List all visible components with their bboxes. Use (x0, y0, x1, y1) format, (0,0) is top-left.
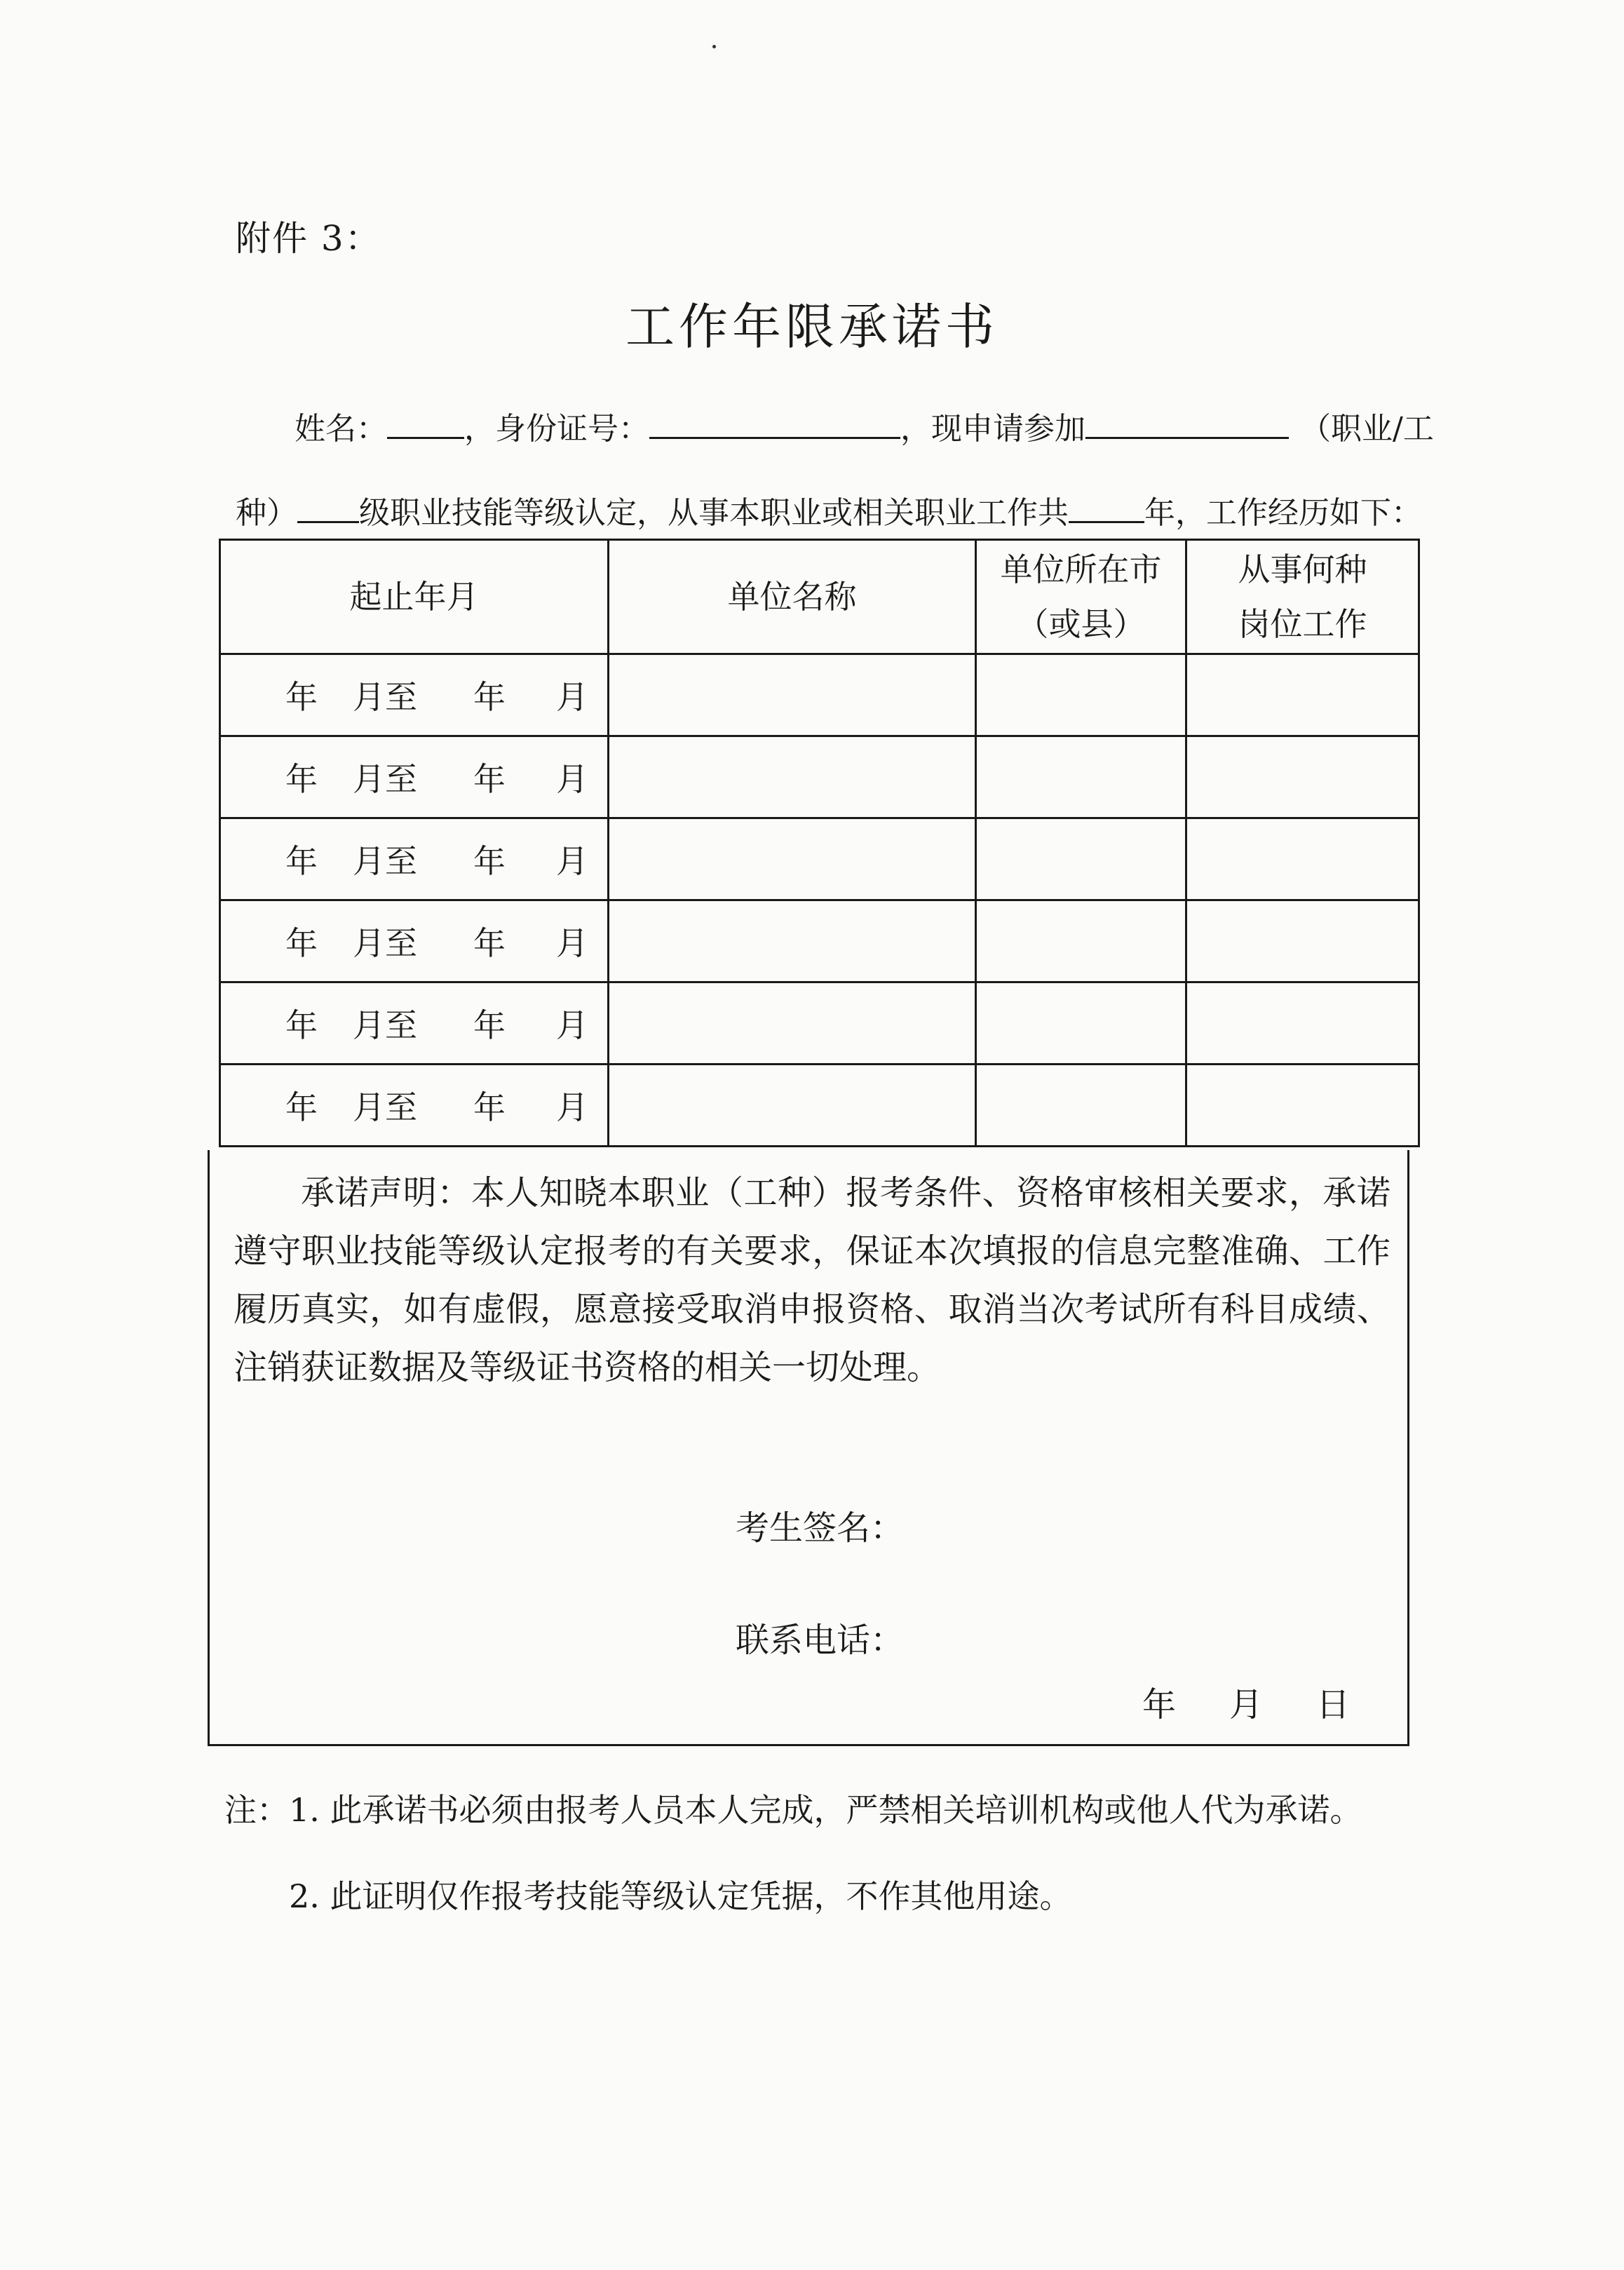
header-location: 单位所在市 （或县） (976, 540, 1186, 654)
employer-cell[interactable] (609, 982, 976, 1065)
table-row (220, 654, 1419, 736)
apply-label: ，现申请参加 (900, 411, 1085, 447)
id-label: ，身份证号： (464, 411, 649, 447)
position-cell[interactable] (1186, 900, 1419, 982)
date-day: 日 (1316, 1685, 1351, 1724)
line2-start: 种） (236, 495, 297, 531)
signature-label: 考生签名： (736, 1508, 905, 1548)
pledge-statement: 承诺声明：本人知晓本职业（工种）报考条件、资格审核相关要求，承诺遵守职业技能等级认定报考的有关要求，保证本次填报的信息完整准确、工作履历真实，如有虚假，愿意接受取消申报资格、取消当次考试所有科目成绩、注销获证数据及等级证书资格的相关一切处理。 (234, 1173, 1390, 1387)
table-row (220, 900, 1419, 982)
location-cell[interactable] (976, 654, 1186, 736)
document-title: 工作年限承诺书 (625, 298, 999, 356)
location-cell[interactable] (976, 1065, 1186, 1147)
occupation-label: （职业/工 (1300, 411, 1434, 447)
employer-cell[interactable] (609, 900, 976, 982)
date-year: 年 (1142, 1685, 1177, 1724)
note-2: 2. 此证明仅作报考技能等级认定凭据，不作其他用途。 (289, 1877, 1072, 1915)
name-blank[interactable] (387, 409, 464, 439)
table-row (220, 736, 1419, 818)
intro-line-1 (295, 403, 1434, 448)
id-blank[interactable] (649, 409, 900, 439)
signature-date (1142, 1677, 1350, 1726)
header-employer: 单位名称 (609, 540, 976, 654)
table-row (220, 818, 1419, 900)
position-cell[interactable] (1186, 818, 1419, 900)
employer-cell[interactable] (609, 818, 976, 900)
table-row (220, 982, 1419, 1065)
note-1: 注：1. 此承诺书必须由报考人员本人完成，严禁相关培训机构或他人代为承诺。 (224, 1791, 1362, 1829)
date-month: 月 (1229, 1685, 1264, 1724)
period-cell[interactable]: 年 月至 年 月 (220, 736, 609, 818)
position-cell[interactable] (1186, 736, 1419, 818)
header-position: 从事何种 岗位工作 (1186, 540, 1419, 654)
speck-mark (712, 45, 716, 48)
table-header-row (220, 540, 1419, 654)
position-cell[interactable] (1186, 654, 1419, 736)
period-cell[interactable]: 年 月至 年 月 (220, 1065, 609, 1147)
occupation-blank[interactable] (1085, 409, 1289, 439)
location-cell[interactable] (976, 982, 1186, 1065)
position-cell[interactable] (1186, 982, 1419, 1065)
period-cell[interactable]: 年 月至 年 月 (220, 654, 609, 736)
location-cell[interactable] (976, 736, 1186, 818)
level-blank[interactable] (297, 493, 359, 523)
years-blank[interactable] (1069, 493, 1144, 523)
pledge-section (208, 1150, 1409, 1746)
intro-line-2 (236, 487, 1422, 532)
employer-cell[interactable] (609, 1065, 976, 1147)
attachment-label: 附件 3： (236, 218, 381, 259)
location-cell[interactable] (976, 900, 1186, 982)
location-cell[interactable] (976, 818, 1186, 900)
employer-cell[interactable] (609, 736, 976, 818)
table-row (220, 1065, 1419, 1147)
work-history-table (219, 539, 1420, 1147)
level-label: 级职业技能等级认定，从事本职业或相关职业工作共 (359, 495, 1069, 531)
header-period: 起止年月 (220, 540, 609, 654)
years-label: 年，工作经历如下： (1144, 495, 1422, 531)
name-label: 姓名： (295, 411, 387, 447)
position-cell[interactable] (1186, 1065, 1419, 1147)
period-cell[interactable]: 年 月至 年 月 (220, 818, 609, 900)
phone-label: 联系电话： (736, 1621, 905, 1660)
period-cell[interactable]: 年 月至 年 月 (220, 900, 609, 982)
period-cell[interactable]: 年 月至 年 月 (220, 982, 609, 1065)
employer-cell[interactable] (609, 654, 976, 736)
